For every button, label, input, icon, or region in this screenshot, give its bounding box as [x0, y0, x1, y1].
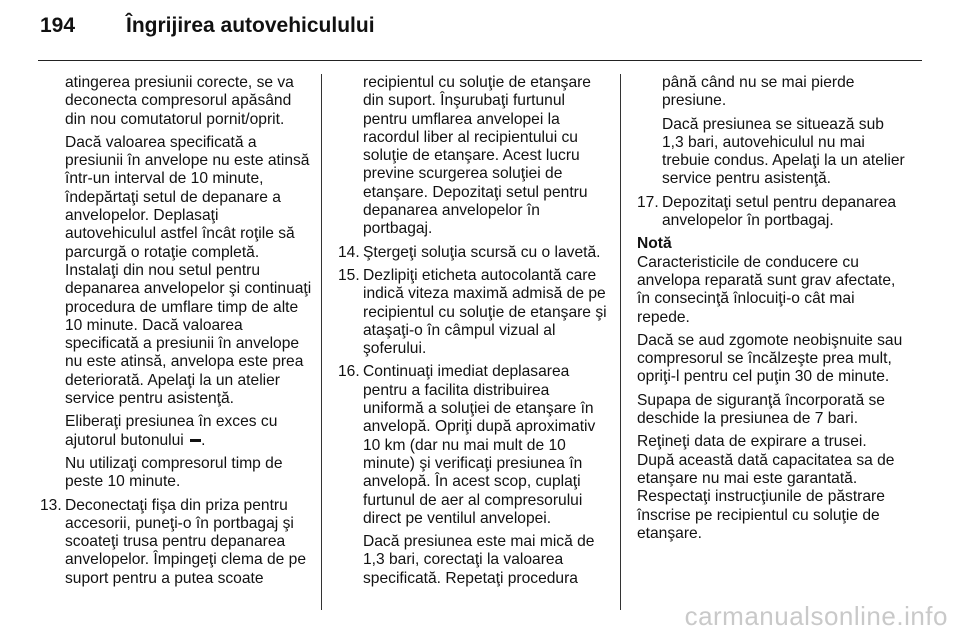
- paragraph: Dacă presiunea se situează sub 1,3 bari, autovehiculul nu mai trebuie condus. Apelaţi la un atelier service pentru asistenţă.: [662, 115, 905, 188]
- column-divider: [321, 74, 322, 610]
- paragraph: până când nu se mai pierde presiune.: [662, 74, 855, 110]
- note-paragraph: Reţineţi data de expirare a trusei. După această dată capacitatea sa de etanşare nu mai este garantată. Respectaţi instrucţiunile de păstrare înscrise pe recipientul cu soluţie de etanşare.: [637, 433, 895, 542]
- list-number: 13.: [40, 496, 62, 514]
- paragraph: recipientul cu soluţie de etanşare din suport. Înşurubaţi furtunul pentru umflarea anvelopei la racordul liber al recipientului cu soluţie de etanşare. Acest lucru previne scurgerea soluţiei de etanşare. Depozitaţi setul pentru depanarea anvelopelor în portbagaj.: [363, 74, 591, 238]
- list-text: Ştergeţi soluţia scursă cu o lavetă.: [363, 243, 601, 261]
- list-text: Depozitaţi setul pentru depanarea anvelopelor în portbagaj.: [662, 193, 897, 230]
- note-paragraph: Caracteristicile de conducere cu anvelopa reparată sunt grav afectate, în consecinţă înlocuiţi-o cât mai repede.: [637, 253, 896, 326]
- page-header: [40, 14, 375, 44]
- note-paragraph: Supapa de siguranţă încorporată se deschide la presiunea de 7 bari.: [637, 391, 885, 428]
- list-item: [40, 497, 312, 588]
- list-item: [338, 244, 608, 262]
- list-text: Deconectaţi fişa din priza pentru accesorii, puneţi-o în portbagaj şi scoateţi trusa pentru depanarea anvelopelor. Împingeţi clema de pe suport pentru a putea scoate: [65, 496, 306, 587]
- list-text: Continuaţi imediat deplasarea pentru a facilita distribuirea uniformă a soluţiei de etanşare în anvelopă. Opriţi după aproximativ 10 km (dar nu mai mult de 10 minute) şi verificaţi presiunea în anvelopă. În acest scop, cuplaţi furtunul de aer al compresorului direct pe ventilul anvelopei.: [363, 363, 596, 527]
- column-1: [40, 74, 312, 593]
- page-number: 194: [40, 14, 76, 37]
- minus-button-icon: [190, 439, 201, 442]
- paragraph: Dacă presiunea este mai mică de 1,3 bari, corectaţi la valoarea specificată. Repetaţi procedura: [363, 533, 595, 587]
- header-rule: [38, 60, 922, 61]
- list-item: [338, 363, 608, 528]
- note-title: Notă: [637, 235, 672, 253]
- list-number: 14.: [338, 243, 360, 261]
- paragraph: Dacă valoarea specificată a presiunii în anvelope nu este atinsă într-un interval de 10 minute, îndepărtaţi setul de depanare a anvelopelor. Deplasaţi autovehiculul astfel încât roţile să parcurgă o rotaţie completă. Instalaţi din nou setul pentru depanarea anvelopelor şi continuaţi procedura de umflare timp de alte 10 minute. Dacă valoarea specificată a presiunii în anvelope nu este atinsă, anvelopa este prea deteriorată. Apelaţi la un atelier service pentru asistenţă.: [65, 133, 312, 408]
- list-number: 16.: [338, 363, 360, 381]
- list-number: 17.: [637, 193, 659, 211]
- paragraph: [40, 413, 312, 450]
- list-item: [338, 267, 608, 358]
- paragraph: atingerea presiunii corecte, se va deconecta compresorul apăsând din nou comutatorul pornit/oprit.: [65, 74, 294, 128]
- paragraph-text: Eliberaţi presiunea în exces cu ajutorul butonului: [65, 413, 278, 449]
- paragraph: Nu utilizaţi compresorul timp de peste 10 minute.: [65, 454, 283, 491]
- column-divider: [620, 74, 621, 610]
- column-2: [338, 74, 608, 593]
- list-text: Dezlipiţi eticheta autocolantă care indică viteza maximă admisă de pe recipientul cu soluţie de etanşare şi ataşaţi-o în câmpul vizual al şoferului.: [363, 266, 607, 358]
- chapter-title: Îngrijirea autovehiculului: [126, 14, 375, 37]
- list-item: [637, 194, 908, 231]
- column-3: [637, 74, 908, 548]
- list-number: 15.: [338, 266, 360, 284]
- paragraph-end: .: [201, 431, 206, 449]
- watermark: carmanualsonline.info: [684, 601, 948, 631]
- note-paragraph: Dacă se aud zgomote neobişnuite sau compresorul se încălzeşte prea mult, opriţi-l pentru cel puţin 30 de minute.: [637, 331, 903, 386]
